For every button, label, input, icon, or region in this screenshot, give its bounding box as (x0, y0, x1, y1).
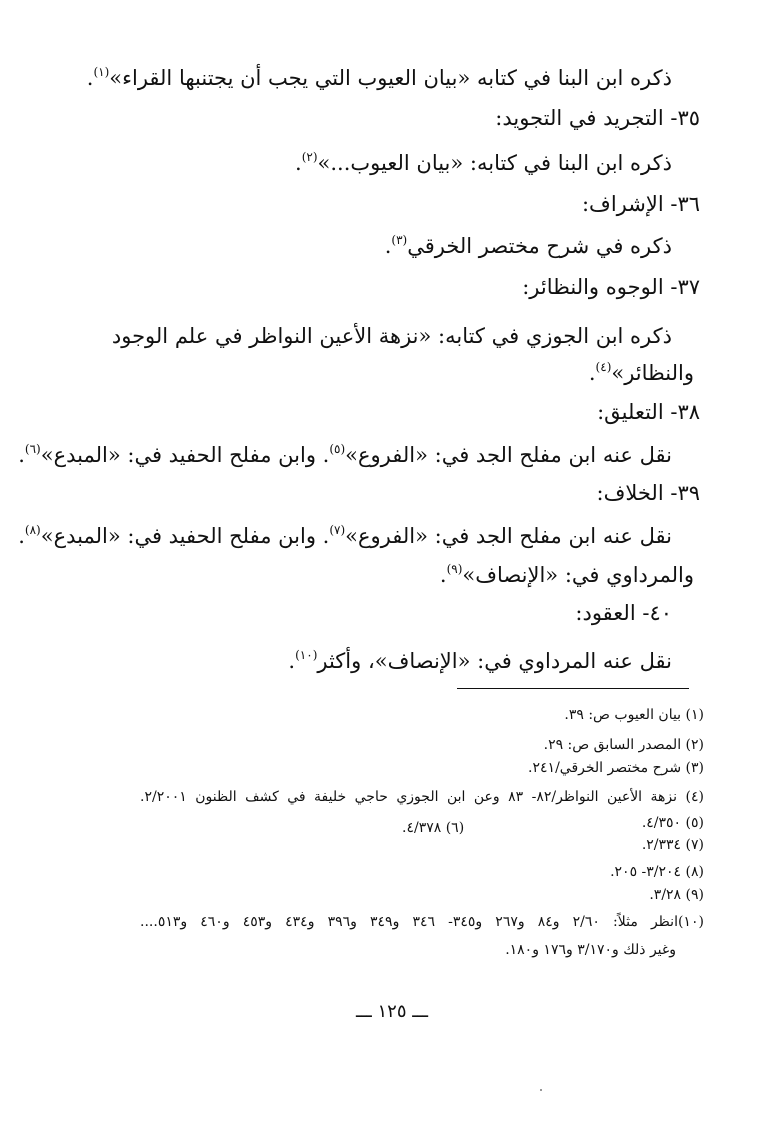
period: . (86, 66, 94, 90)
footnote-2: (٢) المصدر السابق ص: ٢٩. (543, 737, 704, 753)
period: . (295, 151, 302, 175)
text-line-4a: ذكره ابن الجوزي في كتابه: «نزهة الأعين النواظر في علم الوجود (111, 324, 672, 348)
heading-39: ٣٩- الخلاف: (596, 481, 700, 505)
heading-36: ٣٦- الإشراف: (581, 192, 700, 216)
period: . (588, 361, 596, 385)
page-number: ـــ ١٢٥ ـــ (355, 1001, 429, 1022)
heading-35: ٣٥- التجريد في التجويد: (495, 106, 700, 130)
text-segment: نقل عنه ابن مفلح الجد في: «الفروع» (345, 443, 672, 467)
period: . (439, 563, 447, 587)
heading-40: ٤٠- العقود: (575, 601, 672, 625)
text-segment: ذكره في شرح مختصر الخرقي (407, 234, 672, 258)
heading-37: ٣٧- الوجوه والنظائر: (522, 275, 700, 299)
footnote-5: (٥) ٤/٣٥٠. (641, 815, 704, 831)
footnote-9: (٩) ٣/٢٨. (649, 887, 704, 903)
text-line-1 (87, 63, 672, 93)
text-segment: ذكره ابن البنا في كتابه: «بيان العيوب...» (317, 151, 672, 175)
text-segment: والمرداوي في: «الإنصاف» (462, 563, 694, 587)
text-line-6 (18, 521, 672, 551)
text-segment: نقل عنه المرداوي في: «الإنصاف»، وأكثر (317, 649, 672, 673)
text-line-2 (295, 148, 672, 178)
text-segment: نقل عنه ابن مفلح الجد في: «الفروع» (345, 524, 672, 548)
footnote-7: (٧) ٢/٣٣٤. (641, 837, 704, 853)
footnote-1: (١) بيان العيوب ص: ٣٩. (564, 707, 704, 723)
footnote-ref-8[interactable]: (٨) (24, 523, 41, 537)
footnote-10-continued: وغير ذلك و٣/١٧٠ و١٧٦ و١٨٠. (505, 942, 676, 958)
footnote-ref-9[interactable]: (٩) (446, 562, 463, 576)
period: . (288, 649, 296, 673)
footnote-ref-7[interactable]: (٧) (329, 523, 346, 537)
text-segment: ذكره ابن البنا في كتابه «بيان العيوب التي يجب أن يجتنبها القراء» (109, 66, 672, 90)
heading-38: ٣٨- التعليق: (597, 400, 700, 424)
footnote-3: (٣) شرح مختصر الخرقي/٢٤١. (528, 760, 704, 776)
text-line-4b (589, 358, 694, 388)
footnote-6: (٦) ٤/٣٧٨. (402, 820, 465, 836)
footnote-4: (٤) نزهة الأعين النواظر/٨٢- ٨٣ وعن ابن الجوزي حاجي خليفة في كشف الظنون ٢/٢٠٠١. (140, 789, 704, 805)
text-line-7 (440, 560, 694, 590)
text-line-8 (288, 646, 672, 676)
scan-speck (540, 1089, 542, 1091)
text-segment: والنظائر» (611, 361, 694, 385)
footnote-8: (٨) ٣/٢٠٤- ٢٠٥. (610, 864, 704, 880)
text-line-5 (18, 440, 672, 470)
footnote-ref-6[interactable]: (٦) (24, 442, 41, 456)
footnote-ref-4[interactable]: (٤) (595, 360, 612, 374)
footnote-10: (١٠)انظر مثلاً: ٢/٦٠ و٨٤ و٢٦٧ و٣٤٥- ٣٤٦ و٣٤٩ و٣٩٦ و٤٣٤ و٤٥٣ و٤٦٠ و٥١٣.... (140, 914, 704, 930)
text-line-3 (385, 231, 672, 261)
period: . (18, 524, 25, 548)
text-segment: . وابن مفلح الحفيد في: «المبدع» (40, 524, 330, 548)
footnote-ref-2[interactable]: (٢) (301, 150, 318, 164)
footnote-ref-1[interactable]: (١) (93, 65, 110, 79)
footnote-ref-5[interactable]: (٥) (329, 442, 346, 456)
text-segment: . وابن مفلح الحفيد في: «المبدع» (40, 443, 330, 467)
footnote-ref-10[interactable]: (١٠) (295, 648, 318, 662)
period: . (384, 234, 392, 258)
footnote-separator (457, 688, 689, 689)
period: . (18, 443, 25, 467)
footnote-ref-3[interactable]: (٣) (391, 233, 408, 247)
